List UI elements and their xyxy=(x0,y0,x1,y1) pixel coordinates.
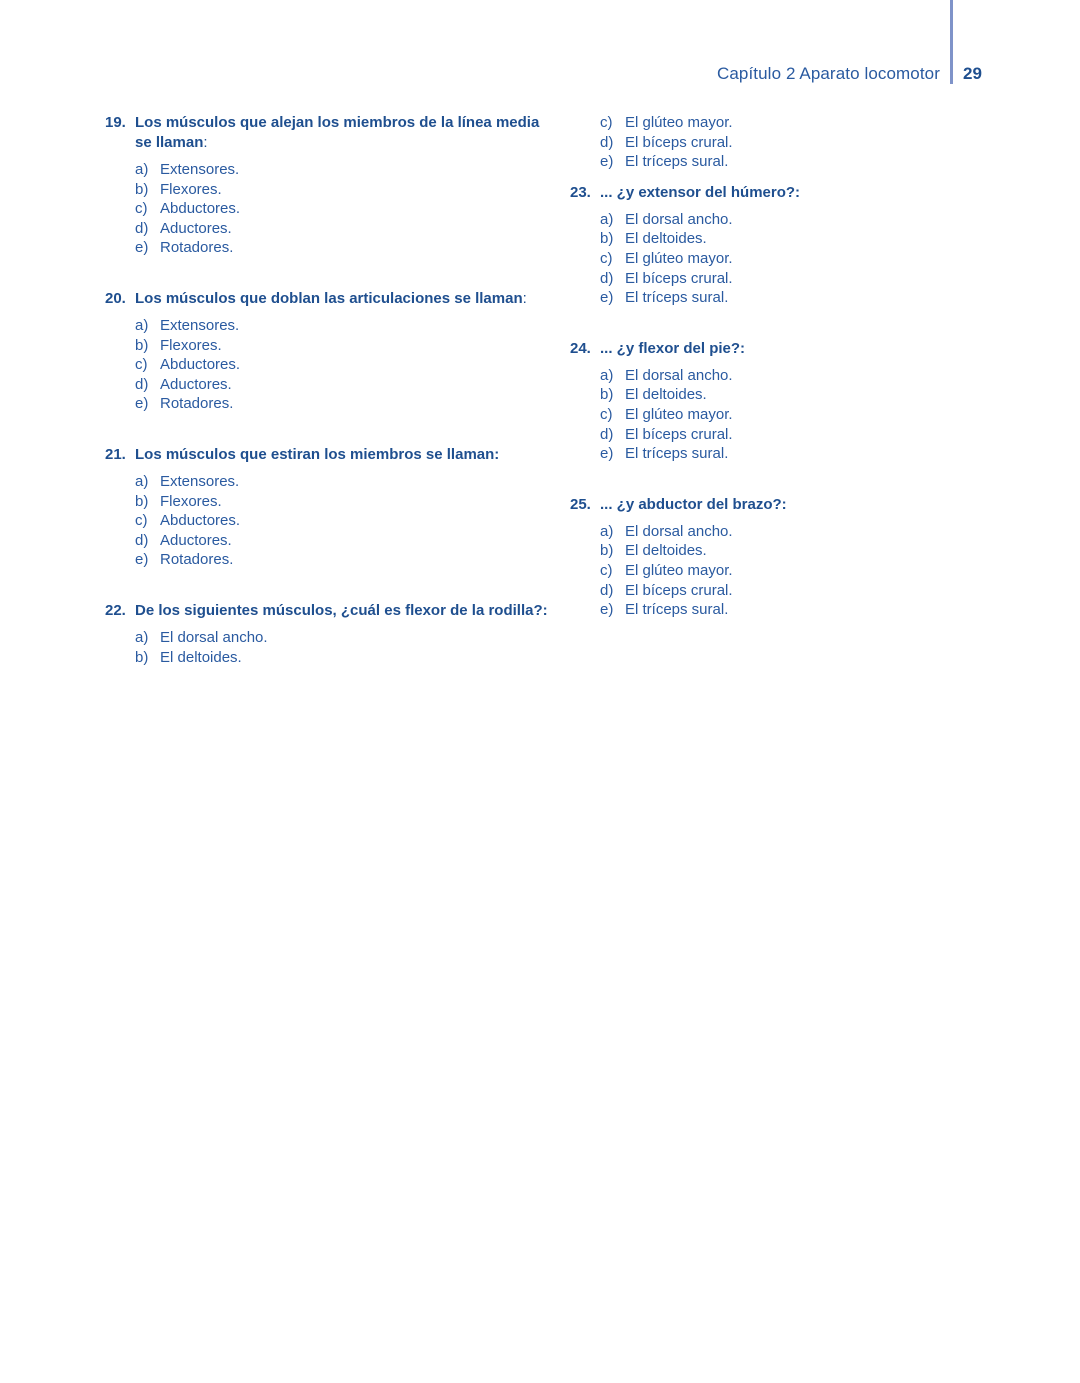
option-letter: b) xyxy=(600,542,614,560)
option-text: El bíceps crural. xyxy=(625,269,733,287)
question-text: Los músculos que doblan las articulaciones se llaman xyxy=(135,289,523,307)
option-letter: a) xyxy=(600,366,614,384)
option-text: Aductores. xyxy=(160,219,232,237)
answer-option xyxy=(600,541,970,561)
answer-option xyxy=(135,648,550,668)
answer-option xyxy=(600,113,970,133)
option-letter: b) xyxy=(600,230,614,248)
option-letter: e) xyxy=(600,601,614,619)
answer-options-continued xyxy=(600,113,970,172)
option-letter: e) xyxy=(135,395,149,413)
answer-option xyxy=(600,581,970,601)
answer-option xyxy=(600,561,970,581)
option-letter: a) xyxy=(600,522,614,540)
answer-option xyxy=(135,628,550,648)
option-text: Abductores. xyxy=(160,512,241,530)
option-text: Aductores. xyxy=(160,375,232,393)
option-text: El deltoides. xyxy=(625,386,707,404)
chapter-title: Capítulo 2 Aparato locomotor xyxy=(717,64,940,83)
question-text: Los músculos que estiran los miembros se llaman: xyxy=(135,445,500,463)
answer-option xyxy=(600,385,970,405)
question-number: 21. xyxy=(105,445,126,463)
answer-option xyxy=(600,152,970,172)
option-text: El deltoides. xyxy=(160,648,242,666)
answer-option xyxy=(600,288,970,308)
option-text: Extensores. xyxy=(160,316,240,334)
question-number: 24. xyxy=(570,339,591,357)
right-column xyxy=(570,113,970,620)
header-divider xyxy=(950,0,953,84)
option-letter: c) xyxy=(135,512,148,530)
answer-option xyxy=(135,492,550,512)
answer-option xyxy=(600,366,970,386)
answer-option xyxy=(135,316,550,336)
option-text: El dorsal ancho. xyxy=(625,210,733,228)
option-letter: a) xyxy=(135,472,149,490)
answer-option xyxy=(600,249,970,269)
answer-option xyxy=(135,219,550,239)
option-text: Rotadores. xyxy=(160,239,234,257)
option-text: El tríceps sural. xyxy=(625,445,729,463)
option-letter: c) xyxy=(600,114,613,131)
answer-option xyxy=(600,444,970,464)
answer-option xyxy=(135,472,550,492)
option-letter: a) xyxy=(135,316,149,334)
question-colon: : xyxy=(203,134,208,151)
option-text: El bíceps crural. xyxy=(625,133,733,151)
option-text: El tríceps sural. xyxy=(625,289,729,307)
question-text: Los músculos que alejan los miembros de la línea media se llaman xyxy=(135,114,540,151)
option-letter: a) xyxy=(135,628,149,646)
question-number: 20. xyxy=(105,289,126,307)
answer-options xyxy=(135,316,550,414)
answer-option xyxy=(135,531,550,551)
option-letter: e) xyxy=(135,239,149,257)
answer-options xyxy=(135,472,550,570)
question-19 xyxy=(105,113,550,258)
option-letter: d) xyxy=(600,269,614,287)
option-text: El bíceps crural. xyxy=(625,425,733,443)
answer-options xyxy=(600,210,970,308)
option-letter: d) xyxy=(135,375,149,393)
question-24 xyxy=(570,339,970,464)
option-letter: a) xyxy=(135,161,149,178)
option-letter: d) xyxy=(600,425,614,443)
option-text: Extensores. xyxy=(160,472,240,490)
option-letter: e) xyxy=(135,551,149,569)
answer-options xyxy=(600,522,970,620)
answer-option xyxy=(135,355,550,375)
option-text: Abductores. xyxy=(160,356,241,374)
question-22 xyxy=(105,601,550,667)
option-letter: c) xyxy=(135,200,148,218)
answer-option xyxy=(135,550,550,570)
option-text: Aductores. xyxy=(160,531,232,549)
question-25 xyxy=(570,495,970,620)
option-text: El deltoides. xyxy=(625,542,707,560)
option-text: El tríceps sural. xyxy=(625,601,729,619)
option-letter: c) xyxy=(135,356,148,374)
question-colon: : xyxy=(522,289,527,307)
option-text: El dorsal ancho. xyxy=(160,628,268,646)
answer-option xyxy=(135,199,550,219)
option-text: El glúteo mayor. xyxy=(625,561,733,579)
option-text: El dorsal ancho. xyxy=(625,366,733,384)
option-letter: c) xyxy=(600,405,613,423)
answer-options xyxy=(600,366,970,464)
answer-option xyxy=(600,600,970,620)
option-letter: b) xyxy=(135,336,149,354)
option-letter: d) xyxy=(135,531,149,549)
option-text: Rotadores. xyxy=(160,551,234,569)
question-text: De los siguientes músculos, ¿cuál es flexor de la rodilla?: xyxy=(135,601,548,619)
question-number: 23. xyxy=(570,183,591,201)
option-text: El glúteo mayor. xyxy=(625,249,733,267)
answer-options xyxy=(135,628,550,667)
answer-option xyxy=(135,394,550,414)
answer-option xyxy=(600,269,970,289)
question-text: ... ¿y flexor del pie?: xyxy=(600,339,746,357)
option-text: El glúteo mayor. xyxy=(625,114,733,131)
option-text: Flexores. xyxy=(160,336,222,354)
option-letter: d) xyxy=(135,219,149,237)
option-letter: b) xyxy=(135,492,149,510)
option-letter: b) xyxy=(135,180,149,198)
answer-option xyxy=(135,160,550,180)
option-letter: e) xyxy=(600,289,614,307)
question-number: 19. xyxy=(105,114,126,131)
option-letter: b) xyxy=(600,386,614,404)
option-letter: d) xyxy=(600,133,614,151)
answer-option xyxy=(135,375,550,395)
answer-options xyxy=(135,160,550,258)
option-text: Rotadores. xyxy=(160,395,234,413)
option-letter: e) xyxy=(600,445,614,463)
question-23 xyxy=(570,183,970,308)
option-letter: e) xyxy=(600,153,614,171)
left-column xyxy=(105,113,550,667)
option-letter: d) xyxy=(600,581,614,599)
option-text: El bíceps crural. xyxy=(625,581,733,599)
question-text: ... ¿y abductor del brazo?: xyxy=(600,495,787,513)
page-number: 29 xyxy=(963,64,982,83)
option-letter: a) xyxy=(600,210,614,228)
answer-option xyxy=(600,133,970,153)
answer-option xyxy=(600,229,970,249)
answer-option xyxy=(135,336,550,356)
option-text: Abductores. xyxy=(160,200,241,218)
option-text: El glúteo mayor. xyxy=(625,405,733,423)
question-21 xyxy=(105,445,550,570)
option-letter: c) xyxy=(600,561,613,579)
question-text: ... ¿y extensor del húmero?: xyxy=(600,183,801,201)
option-letter: c) xyxy=(600,249,613,267)
option-letter: b) xyxy=(135,648,149,666)
answer-option xyxy=(135,238,550,258)
option-text: El tríceps sural. xyxy=(625,153,729,171)
option-text: Flexores. xyxy=(160,180,222,198)
question-number: 22. xyxy=(105,601,126,619)
answer-option xyxy=(600,425,970,445)
answer-option xyxy=(600,405,970,425)
answer-option xyxy=(600,522,970,542)
answer-option xyxy=(600,210,970,230)
answer-option xyxy=(135,180,550,200)
option-text: El deltoides. xyxy=(625,230,707,248)
question-20 xyxy=(105,289,550,414)
option-text: Extensores. xyxy=(160,161,240,178)
option-text: El dorsal ancho. xyxy=(625,522,733,540)
answer-option xyxy=(135,511,550,531)
option-text: Flexores. xyxy=(160,492,222,510)
question-number: 25. xyxy=(570,495,591,513)
